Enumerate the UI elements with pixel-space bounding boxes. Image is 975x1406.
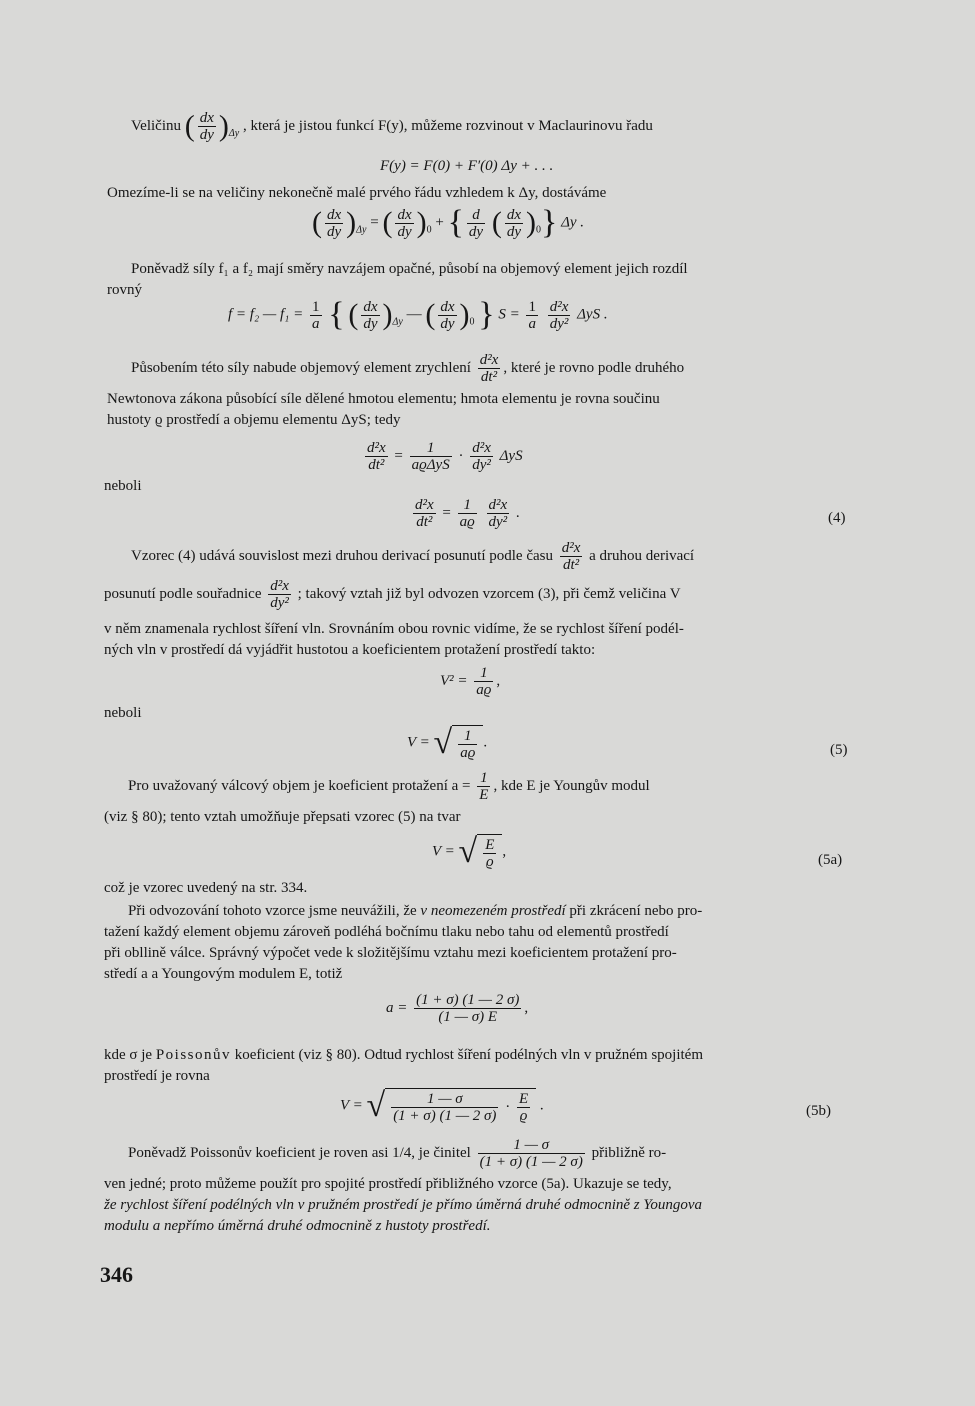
equation-label-5: (5) [830,742,848,758]
paragraph-2: Omezíme-li se na veličiny nekonečně malé prvého řádu vzhledem k Δy, dostáváme [107,185,607,201]
neboli-label-2: neboli [104,705,142,721]
p1-suffix: , která je jistou funkcí F(y), můžeme rozvinout v Maclaurinovu řadu [242,117,653,134]
paragraph-8-line2: tažení každý element objemu zároveň podléhá bočnímu tlaku nebo tahu od elementů prostředí [104,924,669,940]
equation-label-5b: (5b) [806,1103,831,1119]
paragraph-10-line4: modulu a nepřímo úměrná druhé odmocnině z hustoty prostředí. [104,1218,491,1234]
paragraph-9-line1: kde σ je Poissonův koeficient (viz § 80). Odtud rychlost šíření podélných vln v pružném spojitém [104,1047,703,1063]
paragraph-1: Veličinu ( $\frac{dx}{dy}$ )$_{\Delta y}$ , která je jistou funkcí F(y), můžeme rozvinout v Maclaurinovu řadu [131,109,653,143]
equation-3: f = f₂ — f₁ = $\frac{1}{a}$ { ( $\frac{dx}{dy}$ )$_{\Delta y}$ — ( $\frac{dx}{dy}$ )$_0$ } S = $\frac{1}{a}$ $\frac{\text{d²x}}{\text{dy²}}$ ΔyS . [228,296,608,333]
equation-label-5a: (5a) [818,852,843,868]
neboli-label-1: neboli [104,478,142,494]
equation-series: F(y) = F(0) + F′(0) Δy + . . . [380,158,554,174]
equation-4b: $\frac{\text{d²x}}{\text{dt²}}$ = $\frac{1}{aϱ}$ $\frac{\text{d²x}}{\text{dy²}}$ . [415,497,520,530]
paragraph-3-line1: Poněvadž síly f₁ a f₂ mají směry navzájem opačné, působí na objemový element jejich rozdíl [131,261,688,277]
paragraph-10-line2: ven jedné; proto můžeme použít pro spojité prostředí přibližného vzorce (5a). Ukazuje se tedy, [104,1176,672,1192]
paragraph-5-line1: Vzorec (4) udává souvislost mezi druhou derivací posunutí podle času $\frac{\text{d²x}}{\text{dt²}}$ a druhou derivací [131,540,695,573]
equation-2: ( $\frac{dx}{dy}$ )$_{\Delta y}$ = ( $\frac{dx}{dy}$ )$_0$ + { $\frac{d}{dy}$ ( $\frac{dx}{dy}$ )$_0$} Δy . [312,204,585,241]
paragraph-5-line3: v něm znamenala rychlost šíření vln. Srovnáním obou rovnic vidíme, že se rychlost šíření podél- [104,621,684,637]
equation-4a: $\frac{\text{d²x}}{\text{dt²}}$ = $\frac{1}{\text{aϱΔyS}}$ · $\frac{\text{d²x}}{\text{dy²}}$ ΔyS [367,440,523,473]
p1-fraction: $\frac{dx}{dy}$ [199,110,214,143]
paragraph-5-line4: ných vln v prostředí dá vyjádřit hustotou a koeficientem protažení prostředí takto: [104,642,596,658]
paragraph-3-line2: rovný [107,282,142,298]
paragraph-10-line3: že rychlost šíření podélných vln v pružném prostředí je přímo úměrná druhé odmocnině z Youngova [104,1197,702,1213]
paragraph-9-line2: prostředí je rovna [104,1068,210,1084]
equation-v-squared: V² = $\frac{1}{aϱ}$ , [440,665,501,698]
equation-5b: V = √ $\frac{1 — \sigma}{(1 + \sigma) (1 — 2 \sigma)}$ · $\frac{E}{ϱ}$ . [340,1087,544,1124]
paragraph-7: což je vzorec uvedený na str. 334. [104,880,308,896]
paragraph-4-line1: Působením této síly nabude objemový element zrychlení $\frac{\text{d²x}}{\text{dt²}}$ , které je rovno podle druhého [131,352,685,385]
paragraph-8-line4: středí a a Youngovým modulem E, totiž [104,966,343,982]
equation-a: a = $\frac{(1 + \sigma) (1 — 2 \sigma)}{(1 — \sigma) E}$ , [386,992,529,1025]
page-number: 346 [100,1262,133,1287]
paragraph-5-line2: posunutí podle souřadnice $\frac{\text{d²x}}{\text{dy²}}$ ; takový vztah již byl odvozen vzorcem (3), při čemž veličina V [104,578,681,611]
paragraph-6-line1: Pro uvažovaný válcový objem je koeficient protažení a = $\frac{1}{E}$ , kde E je Youngův modul [128,770,650,803]
equation-5: V = √ $\frac{1}{aϱ}$ . [407,724,488,761]
p1-prefix: Veličinu [131,117,181,134]
paragraph-8-line3: při obllině válce. Správný výpočet vede k složitějšímu vztahu mezi koeficientem protažení pro- [104,945,677,961]
paragraph-10-line1: Poněvadž Poissonův koeficient je roven asi 1/4, je činitel $\frac{1 — \sigma}{(1 + \sigma) (1 — 2 \sigma)}$ přibližně ro- [128,1137,667,1170]
equation-label-4: (4) [828,510,846,526]
equation-5a: V = √ $\frac{E}{ϱ}$ , [432,833,507,870]
paragraph-8-line1: Při odvozování tohoto vzorce jsme neuvážili, že v neomezeném prostředí při zkrácení nebo pro- [128,903,703,919]
paragraph-4-line3: hustoty ϱ prostředí a objemu elementu ΔyS; tedy [107,412,401,428]
paragraph-6-line2: (viz § 80); tento vztah umožňuje přepsati vzorec (5) na tvar [104,809,461,825]
paragraph-4-line2: Newtonova zákona působící síle dělené hmotou elementu; hmota elementu je rovna součinu [107,391,660,407]
